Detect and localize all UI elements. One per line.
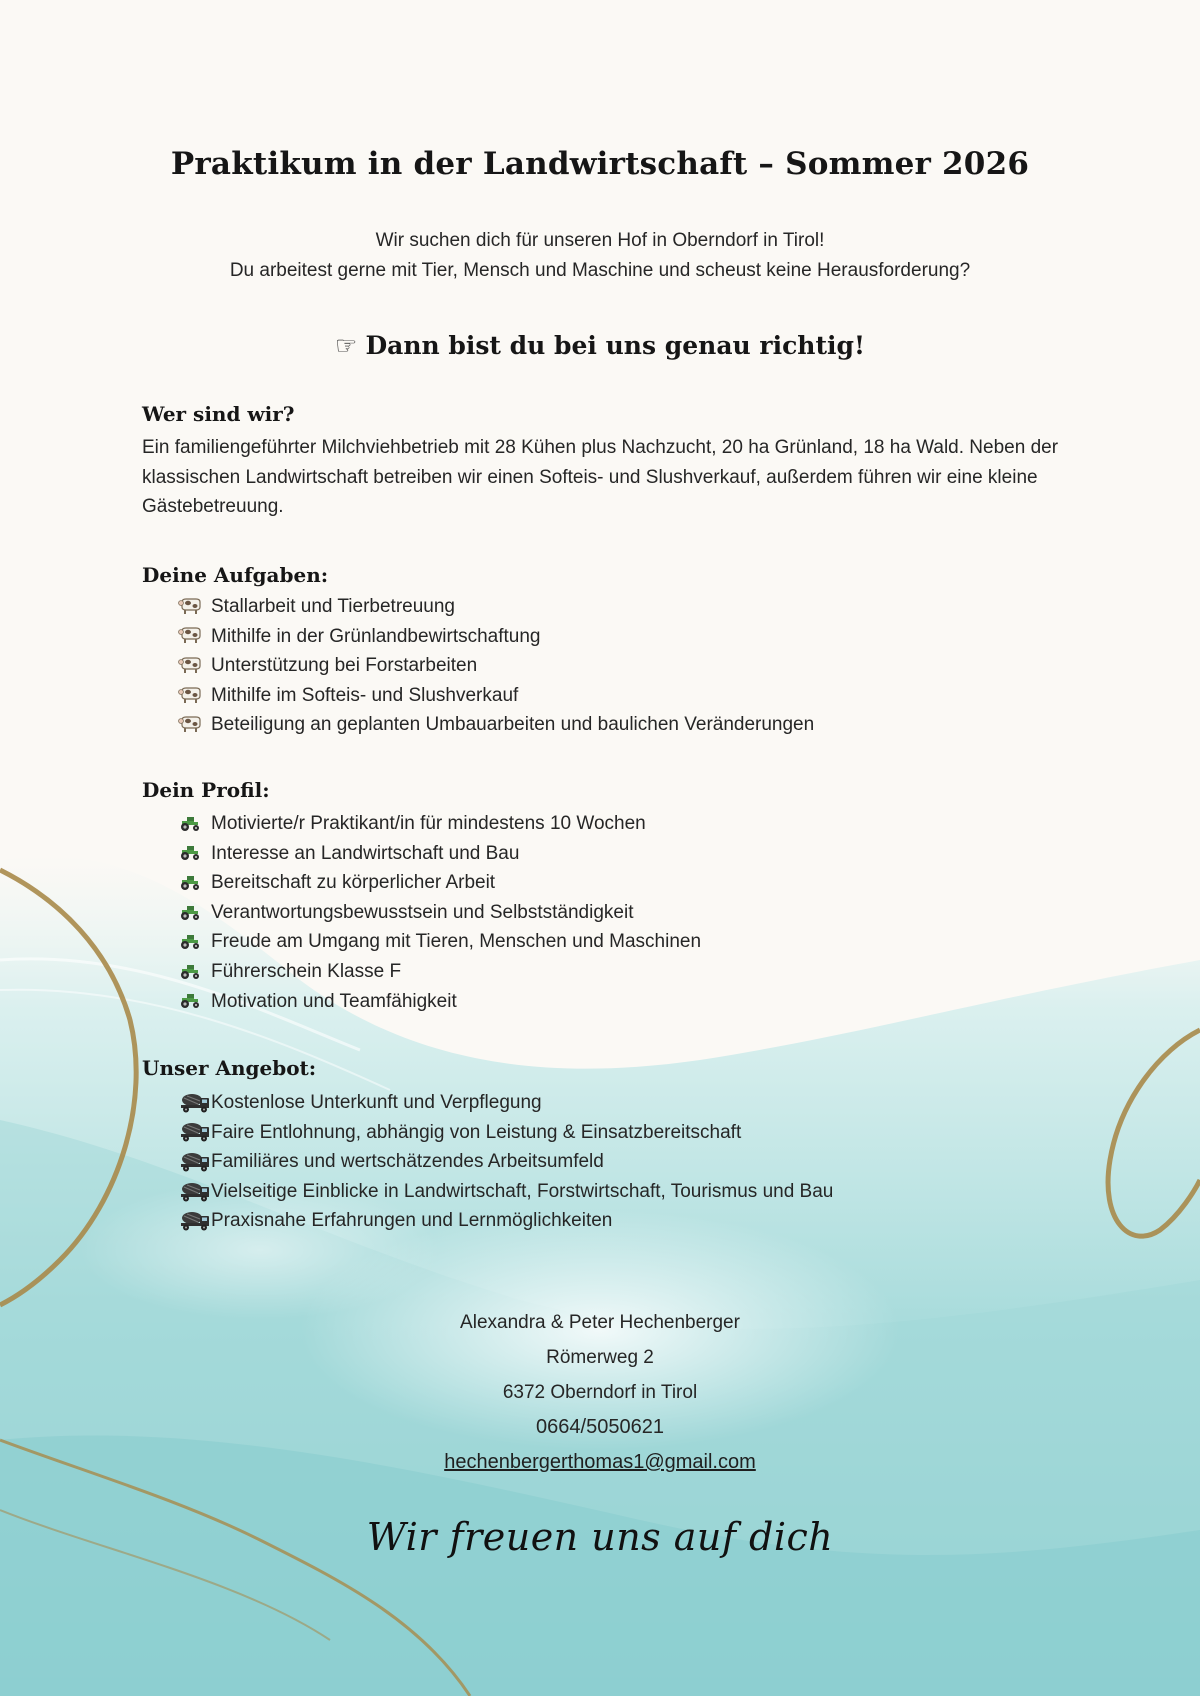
- page-title: Praktikum in der Landwirtschaft – Sommer 2026: [170, 146, 1030, 182]
- tasks-list-item: [178, 622, 814, 652]
- tasks-list-item: [178, 681, 814, 711]
- offer-item-text: Praxisnahe Erfahrungen und Lernmöglichkeiten: [211, 1210, 613, 1232]
- profile-list-item: [178, 987, 701, 1017]
- offer-heading: Unser Angebot:: [142, 1056, 317, 1080]
- contact-block: [0, 1305, 1200, 1480]
- profile-item-text: Freude am Umgang mit Tieren, Menschen und Maschinen: [211, 931, 702, 953]
- offer-list-item: [178, 1118, 833, 1148]
- profile-heading: Dein Profil:: [142, 778, 270, 802]
- offer-list-item: [178, 1088, 833, 1118]
- cow-icon: [178, 685, 211, 707]
- profile-list-item: [178, 809, 701, 839]
- cement-truck-icon: [178, 1151, 211, 1173]
- profile-list-item: [178, 927, 701, 957]
- tractor-icon: [178, 842, 211, 864]
- tasks-list-item: [178, 710, 814, 740]
- tasks-item-text: Beteiligung an geplanten Umbauarbeiten und baulichen Veränderungen: [211, 714, 815, 736]
- about-heading: Wer sind wir?: [142, 402, 295, 426]
- offer-list-item: [178, 1206, 833, 1236]
- offer-item-text: Vielseitige Einblicke in Landwirtschaft, Forstwirtschaft, Tourismus und Bau: [211, 1180, 834, 1202]
- profile-list-item: [178, 898, 701, 928]
- tasks-heading: Deine Aufgaben:: [142, 563, 329, 587]
- profile-list-item: [178, 839, 701, 869]
- profile-list-item: [178, 868, 701, 898]
- tractor-icon: [178, 990, 211, 1012]
- profile-item-text: Bereitschaft zu körperlicher Arbeit: [211, 872, 496, 894]
- profile-item-text: Führerschein Klasse F: [211, 960, 402, 982]
- contact-street: Römerweg 2: [546, 1347, 654, 1368]
- pointing-hand-icon: ☞: [335, 331, 358, 360]
- cement-truck-icon: [178, 1121, 211, 1143]
- cow-icon: [178, 714, 211, 736]
- cow-icon: [178, 596, 211, 618]
- offer-list-item: [178, 1177, 833, 1207]
- tasks-item-text: Stallarbeit und Tierbetreuung: [211, 596, 455, 617]
- profile-list-item: [178, 957, 701, 987]
- intro-text: [0, 226, 1200, 286]
- profile-item-text: Motivation und Teamfähigkeit: [211, 990, 457, 1012]
- signoff-text: Wir freuen uns auf dich: [366, 1515, 834, 1559]
- contact-email-link[interactable]: hechenbergerthomas1@gmail.com: [444, 1451, 756, 1473]
- contact-names: Alexandra & Peter Hechenberger: [460, 1312, 740, 1333]
- cow-icon: [178, 625, 211, 647]
- profile-item-text: Verantwortungsbewusstsein und Selbstständigkeit: [211, 901, 634, 923]
- offer-list: [178, 1088, 833, 1236]
- contact-city: 6372 Oberndorf in Tirol: [502, 1382, 698, 1403]
- tractor-icon: [178, 813, 211, 835]
- profile-item-text: Interesse an Landwirtschaft und Bau: [211, 842, 520, 864]
- contact-phone[interactable]: 0664/5050621: [536, 1416, 664, 1438]
- tasks-list-item: [178, 592, 814, 622]
- intro-line-1: Wir suchen dich für unseren Hof in Oberndorf in Tirol!: [375, 230, 825, 251]
- cta-text: Dann bist du bei uns genau richtig!: [365, 331, 865, 360]
- tasks-item-text: Unterstützung bei Forstarbeiten: [211, 655, 478, 677]
- cement-truck-icon: [178, 1092, 211, 1114]
- offer-item-text: Faire Entlohnung, abhängig von Leistung & Einsatzbereitschaft: [211, 1121, 742, 1143]
- cement-truck-icon: [178, 1210, 211, 1232]
- offer-item-text: Familiäres und wertschätzendes Arbeitsumfeld: [211, 1151, 604, 1173]
- profile-list: [178, 809, 701, 1016]
- tractor-icon: [178, 872, 211, 894]
- tractor-icon: [178, 961, 211, 983]
- about-text: Ein familiengeführter Milchviehbetrieb mit 28 Kühen plus Nachzucht, 20 ha Grünland, 18 ha Wald. Neben der klassischen Landwirtschaft betreiben wir einen Softeis- und Slushverkauf, außerdem führen wir eine kleine Gästebetreuung.: [142, 437, 1059, 517]
- intro-line-2: Du arbeitest gerne mit Tier, Mensch und Maschine und scheust keine Herausforderung?: [229, 260, 971, 281]
- cement-truck-icon: [178, 1181, 211, 1203]
- call-to-action: [0, 331, 1200, 360]
- offer-list-item: [178, 1147, 833, 1177]
- cow-icon: [178, 655, 211, 677]
- tasks-list: [178, 592, 814, 740]
- profile-item-text: Motivierte/r Praktikant/in für mindestens 10 Wochen: [211, 813, 646, 834]
- tasks-item-text: Mithilfe im Softeis- und Slushverkauf: [211, 684, 519, 706]
- tractor-icon: [178, 931, 211, 953]
- tractor-icon: [178, 902, 211, 924]
- offer-item-text: Kostenlose Unterkunft und Verpflegung: [211, 1092, 542, 1113]
- tasks-item-text: Mithilfe in der Grünlandbewirtschaftung: [211, 625, 541, 647]
- tasks-list-item: [178, 651, 814, 681]
